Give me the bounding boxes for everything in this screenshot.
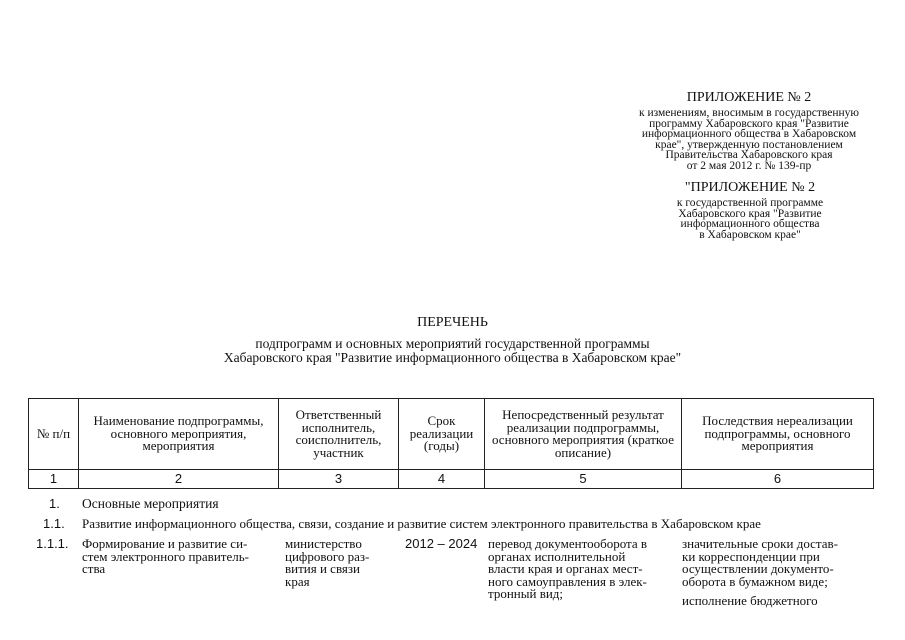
appendix-program-line: к государственной программе (676, 197, 824, 209)
column-number: 3 (279, 470, 399, 489)
appendix-main-line: крае", утвержденную постановлением (655, 138, 843, 151)
measure-result: перевод документооборота в органах исполнительной власти края и органах мест- ного самоуправления в элек- тронный вид; (488, 536, 648, 601)
document-subtitle-line: подпрограмм и основных мероприятий государственной программы (255, 336, 650, 351)
appendix-main-line: информационного общества в Хабаровском (641, 128, 857, 140)
row-title: Основные мероприятия (82, 496, 219, 511)
appendix-main-line: программу Хабаровского края "Развитие (649, 117, 849, 130)
header-result: Непосредственный результат реализации подпрограммы, основного мероприятия (краткое описание) (485, 399, 682, 470)
row-number: 1.1. (43, 516, 65, 531)
appendix-main-line: от 2 мая 2012 г. № 139-пр (686, 159, 812, 172)
measure-period: 2012 – 2024 (405, 536, 478, 551)
header-executor: Ответственный исполнитель, соисполнитель, участник (279, 399, 399, 470)
table-header-row (29, 399, 874, 470)
header-number: № п/п (29, 399, 79, 470)
row-title: Развитие информационного общества, связи, создание и развитие систем электронного правительства в Хабаровском крае (82, 516, 761, 531)
column-number: 4 (399, 470, 485, 489)
document-subtitle (0, 337, 905, 365)
appendix-main-block (620, 90, 878, 171)
appendix-main-line: к изменениям, вносимым в государственную (639, 107, 859, 119)
appendix-program-title: "ПРИЛОЖЕНИЕ № 2 (684, 180, 816, 195)
appendix-program-line: в Хабаровском крае" (699, 228, 801, 241)
header-period: Срок реализации (годы) (399, 399, 485, 470)
measure-name: Формирование и развитие си- стем электронного правитель- ства (82, 536, 249, 576)
measure-consequence: исполнение бюджетного (682, 593, 818, 608)
column-numbers-row (29, 470, 874, 489)
column-number: 5 (485, 470, 682, 489)
column-number: 1 (29, 470, 79, 489)
measures-table-header (28, 398, 874, 489)
appendix-main-line: Правительства Хабаровского края (665, 149, 833, 161)
document-subtitle-line: Хабаровского края "Развитие информационного общества в Хабаровском крае" (223, 350, 682, 365)
appendix-program-line: информационного общества (680, 218, 820, 230)
measure-executor: министерство цифрового раз- вития и связи края (285, 536, 370, 589)
appendix-program-line: Хабаровского края "Развитие (678, 207, 822, 220)
column-number: 6 (682, 470, 874, 489)
column-number: 2 (79, 470, 279, 489)
appendix-program-block (630, 180, 870, 240)
appendix-main-title: ПРИЛОЖЕНИЕ № 2 (686, 90, 812, 105)
document-title: ПЕРЕЧЕНЬ (417, 315, 488, 330)
measure-consequence: значительные сроки достав- ки корреспонденции при осуществлении документо- оборота в бумажном виде; (682, 536, 838, 589)
row-number: 1.1.1. (36, 536, 69, 551)
header-consequences: Последствия нереализации подпрограммы, основного мероприятия (682, 399, 874, 470)
row-number: 1. (49, 496, 60, 511)
header-name: Наименование подпрограммы, основного мероприятия, мероприятия (79, 399, 279, 470)
